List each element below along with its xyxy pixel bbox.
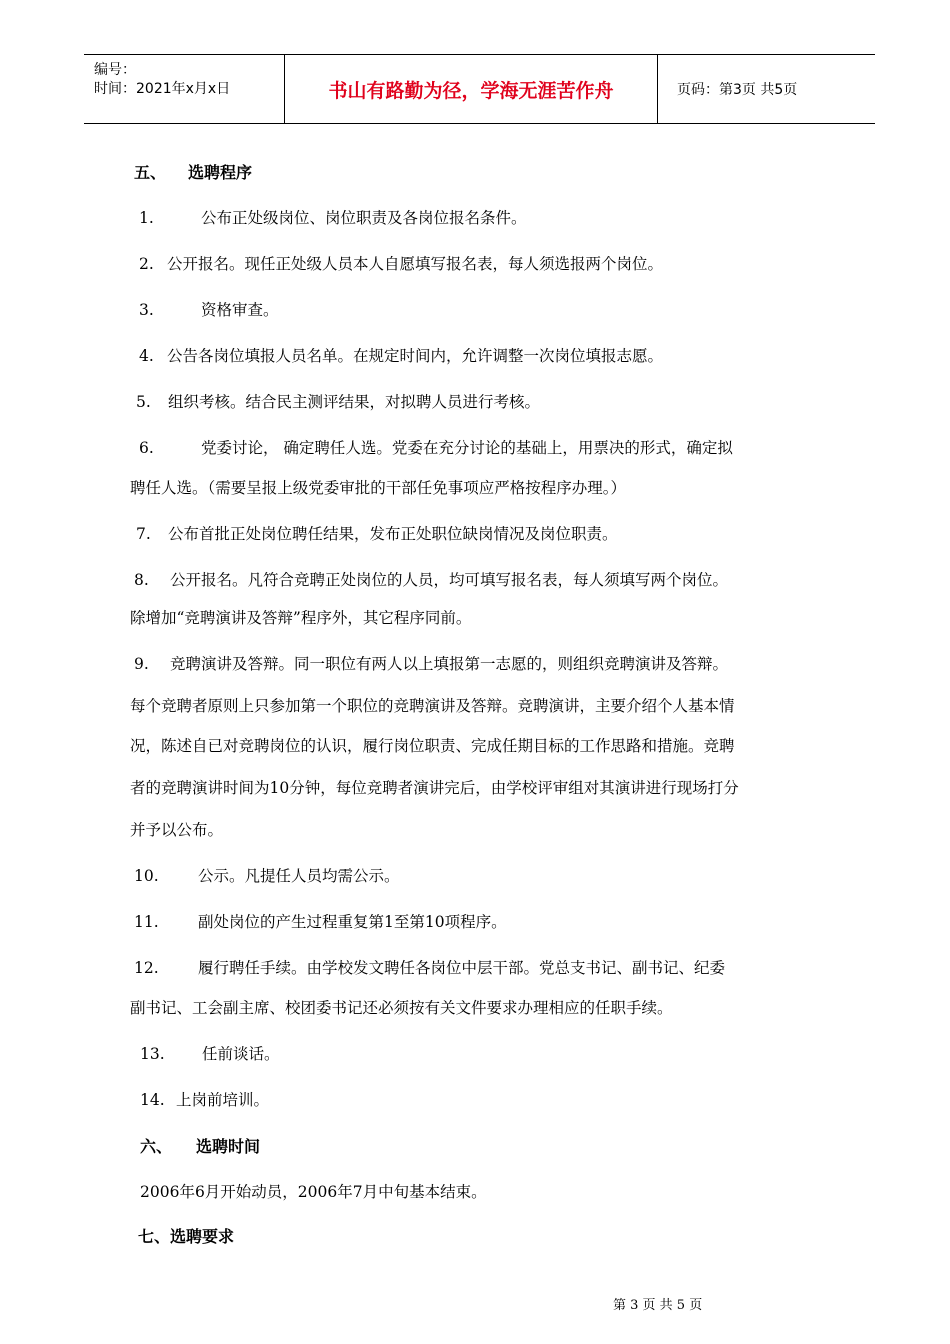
- item-number: 4.: [139, 347, 154, 365]
- list-item: [139, 436, 733, 458]
- list-item-continuation: 除增加“竞聘演讲及答辩”程序外，其它程序同前。: [130, 609, 472, 627]
- section5-title: 选聘程序: [188, 163, 253, 182]
- list-item: [136, 390, 540, 412]
- item-text: 公开报名。现任正处级人员本人自愿填写报名表，每人须选报两个岗位。: [167, 255, 664, 273]
- item-text: 竞聘演讲及答辩。同一职位有两人以上填报第一志愿的，则组织竞聘演讲及答辩。: [170, 655, 729, 673]
- section7-heading: 七、选聘要求: [138, 1227, 235, 1246]
- item-text: 公开报名。凡符合竞聘正处岗位的人员，均可填写报名表，每人须填写两个岗位。: [170, 571, 729, 589]
- section6-title: 选聘时间: [196, 1137, 261, 1156]
- item-number: 13.: [140, 1045, 165, 1063]
- item-text: 任前谈话。: [202, 1045, 280, 1063]
- list-item-continuation: 聘任人选。（需要呈报上级党委审批的干部任免事项应严格按程序办理。）: [130, 479, 627, 497]
- time-label: 时间：2021年x月x日: [94, 81, 231, 97]
- item-text: 副处岗位的产生过程重复第1至第10项程序。: [198, 913, 507, 931]
- item-text: 党委讨论， 确定聘任人选。党委在充分讨论的基础上，用票决的形式，确定拟: [201, 439, 733, 457]
- list-item: [139, 298, 279, 320]
- item-number: 7.: [136, 525, 151, 543]
- section6-heading: [140, 1134, 260, 1157]
- list-item-continuation: 副书记、工会副主席、校团委书记还必须按有关文件要求办理相应的任职手续。: [130, 999, 673, 1017]
- item-number: 11.: [134, 913, 159, 931]
- list-item: [134, 910, 507, 932]
- item-text: 公示。凡提任人员均需公示。: [198, 867, 400, 885]
- section6-number: 六、: [140, 1137, 173, 1156]
- list-item-continuation: 并予以公布。: [130, 821, 224, 839]
- item-number: 10.: [134, 867, 159, 885]
- list-item: [134, 652, 728, 674]
- item-number: 2.: [139, 255, 154, 273]
- list-item: [139, 206, 527, 228]
- item-text: 公布首批正处岗位聘任结果，发布正处职位缺岗情况及岗位职责。: [168, 525, 618, 543]
- list-item: [140, 1088, 269, 1110]
- item-text: 上岗前培训。: [176, 1091, 270, 1109]
- item-number: 6.: [139, 439, 154, 457]
- number-label: 编号：: [94, 62, 136, 78]
- item-number: 12.: [134, 959, 159, 977]
- list-item: [134, 956, 725, 978]
- page-info: [667, 55, 875, 123]
- item-number: 3.: [139, 301, 154, 319]
- list-item-continuation: 况，陈述自已对竞聘岗位的认识，履行岗位职责、完成任期目标的工作思路和措施。竞聘: [130, 737, 735, 755]
- section6-text: 2006年6月开始动员，2006年7月中旬基本结束。: [140, 1183, 487, 1201]
- list-item: [134, 568, 728, 590]
- item-text: 履行聘任手续。由学校发文聘任各岗位中层干部。党总支书记、副书记、纪委: [198, 959, 726, 977]
- item-text: 公告各岗位填报人员名单。在规定时间内，允许调整一次岗位填报志愿。: [167, 347, 664, 365]
- list-item: [139, 252, 663, 274]
- page-info-text: 页码：第3页 共5页: [677, 82, 798, 98]
- item-number: 8.: [134, 571, 149, 589]
- header-meta-cell: [84, 55, 285, 123]
- item-number: 5.: [136, 393, 151, 411]
- list-item: [140, 1042, 280, 1064]
- motto: 书山有路勤为径，学海无涯苦作舟: [285, 55, 658, 123]
- item-number: 14.: [140, 1091, 165, 1109]
- list-item: [136, 522, 618, 544]
- item-number: 9.: [134, 655, 149, 673]
- list-item: [139, 344, 663, 366]
- list-item-continuation: 每个竞聘者原则上只参加第一个职位的竞聘演讲及答辩。竞聘演讲，主要介绍个人基本情: [130, 697, 735, 715]
- item-text: 资格审查。: [201, 301, 279, 319]
- section5-heading: [134, 160, 252, 183]
- list-item: [134, 864, 400, 886]
- item-text: 组织考核。结合民主测评结果，对拟聘人员进行考核。: [168, 393, 541, 411]
- document-header: [84, 54, 875, 124]
- page-footer: 第 3 页 共 5 页: [613, 1298, 703, 1313]
- list-item-continuation: 者的竞聘演讲时间为10分钟，每位竞聘者演讲完后，由学校评审组对其演讲进行现场打分: [130, 779, 739, 797]
- item-text: 公布正处级岗位、岗位职责及各岗位报名条件。: [201, 209, 527, 227]
- section5-number: 五、: [134, 163, 167, 182]
- item-number: 1.: [139, 209, 154, 227]
